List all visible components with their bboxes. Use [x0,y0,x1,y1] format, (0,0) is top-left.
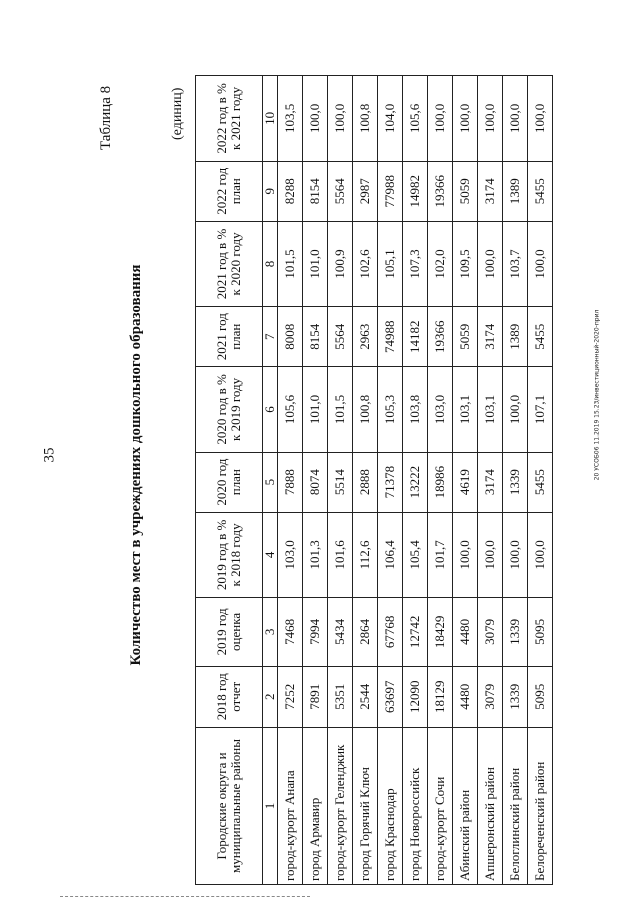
table-cell: 5434 [328,598,353,666]
table-cell: 19366 [428,161,453,221]
table-cell: 14182 [403,307,428,367]
column-number-cell: 2 [263,666,278,727]
table-cell: 101,5 [328,367,353,453]
table-label: Таблица 8 [98,85,114,150]
table-cell: 103,5 [278,76,303,162]
table-cell: 105,3 [378,367,403,453]
table-cell: 5564 [328,307,353,367]
table-cell: 100,0 [503,367,528,453]
table-cell: 107,1 [528,367,553,453]
rotated-page-content [10,35,630,895]
table-cell: 5514 [328,452,353,512]
table-cell: 12742 [403,598,428,666]
header-cell: 2020 год в % к 2019 году [196,367,263,453]
footer-code: 20 УСОБ06 11.2019 15.23/инвестиционный-2020-прил [593,309,601,481]
scan-edge-line [60,896,310,897]
table-cell: 8154 [303,161,328,221]
table-cell: 8154 [303,307,328,367]
header-cell: 2019 год в % к 2018 году [196,512,263,598]
table-cell: 100,0 [453,76,478,162]
row-name-cell: Белоглинский район [503,728,528,885]
column-number-cell: 7 [263,307,278,367]
table-row [503,76,528,885]
header-cell: 2020 год план [196,452,263,512]
table-cell: 5455 [528,161,553,221]
table-cell: 4480 [453,666,478,727]
header-row [196,76,263,885]
table-cell: 4480 [453,598,478,666]
table-cell: 5455 [528,307,553,367]
table-cell: 2888 [353,452,378,512]
table-cell: 100,0 [528,76,553,162]
row-name-cell: Абинский район [453,728,478,885]
table-cell: 101,3 [303,512,328,598]
table-cell: 100,9 [328,221,353,307]
table-cell: 100,8 [353,367,378,453]
table-cell: 100,0 [478,512,503,598]
column-number-cell: 1 [263,728,278,885]
column-number-cell: 10 [263,76,278,162]
table-cell: 112,6 [353,512,378,598]
table-cell: 18429 [428,598,453,666]
row-name-cell: город Краснодар [378,728,403,885]
page-number: 35 [41,447,58,463]
units-label: (единиц) [170,87,185,140]
table-row [528,76,553,885]
row-name-cell: город-курорт Анапа [278,728,303,885]
table-cell: 101,5 [278,221,303,307]
table-cell: 2963 [353,307,378,367]
table-cell: 100,0 [428,76,453,162]
table-cell: 5059 [453,161,478,221]
table-cell: 105,4 [403,512,428,598]
table-cell: 3174 [478,161,503,221]
table-cell: 103,8 [403,367,428,453]
table-cell: 7994 [303,598,328,666]
header-cell: 2022 год в % к 2021 году [196,76,263,162]
table-cell: 4619 [453,452,478,512]
column-number-cell: 9 [263,161,278,221]
table-cell: 3174 [478,452,503,512]
table-row [328,76,353,885]
table-cell: 2864 [353,598,378,666]
column-number-cell: 3 [263,598,278,666]
table-cell: 8008 [278,307,303,367]
table-cell: 100,0 [478,221,503,307]
table-cell: 5455 [528,452,553,512]
row-name-cell: город Армавир [303,728,328,885]
table-cell: 5351 [328,666,353,727]
table-cell: 5564 [328,161,353,221]
table-cell: 3079 [478,666,503,727]
table-cell: 1339 [503,666,528,727]
table-body [278,76,553,885]
table-cell: 5059 [453,307,478,367]
column-number-cell: 8 [263,221,278,307]
document-title: Количество мест в учреждениях дошкольного образования [128,264,144,666]
table-cell: 14982 [403,161,428,221]
table-cell: 1389 [503,307,528,367]
table-cell: 13222 [403,452,428,512]
table-cell: 105,6 [403,76,428,162]
table-cell: 19366 [428,307,453,367]
table-cell: 100,0 [503,512,528,598]
table-cell: 100,0 [303,76,328,162]
table-cell: 3079 [478,598,503,666]
table-cell: 109,5 [453,221,478,307]
table-cell: 100,0 [478,76,503,162]
table-cell: 7468 [278,598,303,666]
header-cell: 2018 год отчет [196,666,263,727]
column-number-cell: 6 [263,367,278,453]
table-cell: 74988 [378,307,403,367]
table-cell: 102,0 [428,221,453,307]
table-cell: 1339 [503,452,528,512]
table-cell: 103,1 [453,367,478,453]
table-cell: 5095 [528,598,553,666]
table-cell: 8074 [303,452,328,512]
table-cell: 107,3 [403,221,428,307]
row-name-cell: город Новороссийск [403,728,428,885]
data-table [195,75,553,885]
table-row [278,76,303,885]
table-cell: 103,1 [478,367,503,453]
table-cell: 105,1 [378,221,403,307]
table-row [428,76,453,885]
column-number-row [263,76,278,885]
table-row [353,76,378,885]
table-cell: 101,7 [428,512,453,598]
table-cell: 77988 [378,161,403,221]
table-row [303,76,328,885]
table-cell: 1389 [503,161,528,221]
table-cell: 5095 [528,666,553,727]
table-cell: 2987 [353,161,378,221]
table-row [378,76,403,885]
header-cell: 2021 год план [196,307,263,367]
table-cell: 106,4 [378,512,403,598]
table-cell: 101,0 [303,221,328,307]
header-cell: Городские округа и муниципальные районы [196,728,263,885]
table-cell: 105,6 [278,367,303,453]
row-name-cell: Белореченский район [528,728,553,885]
table-cell: 103,7 [503,221,528,307]
table-cell: 7888 [278,452,303,512]
table-cell: 100,0 [453,512,478,598]
table-cell: 100,8 [353,76,378,162]
row-name-cell: город-курорт Геленджик [328,728,353,885]
table-cell: 100,0 [328,76,353,162]
table-cell: 101,6 [328,512,353,598]
table-cell: 8288 [278,161,303,221]
header-cell: 2021 год в % к 2020 году [196,221,263,307]
table-cell: 3174 [478,307,503,367]
row-name-cell: Апшеронский район [478,728,503,885]
table-cell: 67768 [378,598,403,666]
table-row [478,76,503,885]
table-cell: 100,0 [528,221,553,307]
header-cell: 2022 год план [196,161,263,221]
table-cell: 100,0 [503,76,528,162]
table-cell: 71378 [378,452,403,512]
table-row [453,76,478,885]
table-cell: 18986 [428,452,453,512]
table-cell: 102,6 [353,221,378,307]
table-cell: 101,0 [303,367,328,453]
table-cell: 63697 [378,666,403,727]
header-cell: 2019 год оценка [196,598,263,666]
table-cell: 100,0 [528,512,553,598]
column-number-cell: 5 [263,452,278,512]
table-row [403,76,428,885]
table-cell: 104,0 [378,76,403,162]
table-cell: 1339 [503,598,528,666]
row-name-cell: город-курорт Сочи [428,728,453,885]
table-cell: 103,0 [428,367,453,453]
row-name-cell: город Горячий Ключ [353,728,378,885]
table-cell: 7252 [278,666,303,727]
table-cell: 7891 [303,666,328,727]
table-cell: 103,0 [278,512,303,598]
table-cell: 18129 [428,666,453,727]
table-cell: 2544 [353,666,378,727]
column-number-cell: 4 [263,512,278,598]
table-cell: 12090 [403,666,428,727]
